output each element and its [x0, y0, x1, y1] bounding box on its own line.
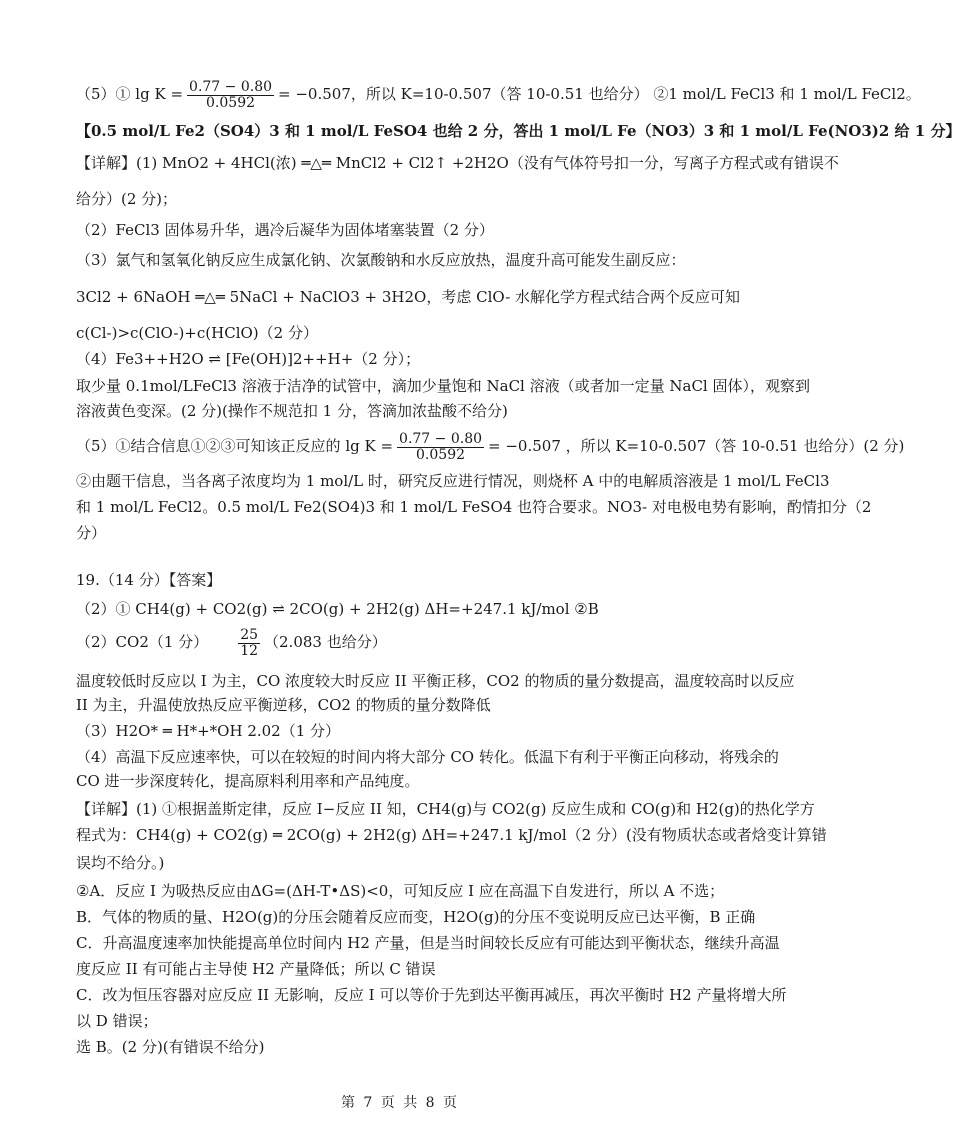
text-line: 程式为：CH4(g) + CO2(g) ═ 2CO(g) + 2H2(g) ΔH=+247.1 kJ/mol（2 分）(没有物质状态或者焓变计算错 — [76, 826, 827, 844]
fraction — [397, 432, 484, 463]
text-line: II 为主，升温使放热反应平衡逆移，CO2 的物质的量分数降低 — [76, 696, 491, 714]
text-line: 分） — [76, 524, 107, 542]
text-line: （3）氯气和氢氧化钠反应生成氯化钠、次氯酸钠和水反应放热，温度升高可能发生副反应： — [76, 251, 686, 269]
question-header: 19.（14 分）【答案】 — [76, 571, 222, 589]
fraction-numerator: 25 — [240, 626, 259, 643]
page-footer: 第 7 页 共 8 页 — [340, 1095, 460, 1111]
text-line: （4）Fe3++H2O ⇌ [Fe(OH)]2++H+（2 分）； — [76, 350, 421, 368]
text-line: 以 D 错误； — [76, 1012, 158, 1030]
text-line: 误均不给分。) — [76, 854, 165, 872]
text-line: 给分）(2 分)； — [76, 190, 178, 208]
fraction-numerator: 0.77 − 0.80 — [189, 78, 273, 95]
fraction-denominator: 12 — [240, 642, 259, 659]
text-line: B．气体的物质的量、H2O(g)的分压会随着反应而变，H2O(g)的分压不变说明反应已达平衡，B 正确 — [76, 908, 756, 926]
text-line: 【详解】(1) ①根据盖斯定律，反应 I−反应 II 知，CH4(g)与 CO2(g) 反应生成和 CO(g)和 H2(g)的热化学方 — [76, 800, 815, 818]
text-line: 和 1 mol/L FeCl2。0.5 mol/L Fe2(SO4)3 和 1 mol/L FeSO4 也符合要求。NO3- 对电极电势有影响，酌情扣分（2 — [76, 498, 872, 516]
text-segment: （2.083 也给分） — [264, 633, 387, 651]
text-line: 【详解】(1) MnO2 + 4HCl(浓) ═△═ MnCl2 + Cl2↑ +2H2O（没有气体符号扣一分，写离子方程式或有错误不 — [76, 154, 839, 172]
text-segment: （5）①结合信息①②③可知该正反应的 lg K = — [76, 437, 394, 455]
fraction-denominator: 0.0592 — [416, 446, 466, 463]
fraction-numerator: 0.77 − 0.80 — [399, 430, 483, 447]
text-line: 选 B。(2 分)(有错误不给分) — [76, 1038, 265, 1056]
text-segment: = −0.507，所以 K=10-0.507（答 10-0.51 也给分） ②1 mol/L FeCl3 和 1 mol/L FeCl2。 — [278, 85, 921, 103]
fraction-denominator: 0.0592 — [206, 94, 256, 111]
text-segment: （2）CO2（1 分） — [76, 633, 209, 651]
text-line: c(Cl-)>c(ClO-)+c(HClO)（2 分） — [76, 324, 318, 342]
text-line: ②由题干信息，当各离子浓度均为 1 mol/L 时，研究反应进行情况，则烧杯 A 中的电解质溶液是 1 mol/L FeCl3 — [76, 472, 830, 490]
fraction — [238, 628, 260, 659]
text-line: ②A．反应 I 为吸热反应由ΔG=(ΔH-T•ΔS)<0，可知反应 I 应在高温下自发进行，所以 A 不选； — [76, 882, 725, 900]
text-segment: （5）① lg K = — [76, 85, 184, 103]
text-line: CO 进一步深度转化，提高原料利用率和产品纯度。 — [76, 772, 420, 790]
text-line: 取少量 0.1mol/LFeCl3 溶液于洁净的试管中，滴加少量饱和 NaCl 溶液（或者加一定量 NaCl 固体），观察到 — [76, 377, 811, 395]
text-line: （2）FeCl3 固体易升华，遇冷后凝华为固体堵塞装置（2 分） — [76, 221, 494, 239]
answer-line-5 — [76, 74, 921, 114]
answer-line-co2 — [76, 622, 760, 662]
text-line: 溶液黄色变深。(2 分)(操作不规范扣 1 分，答滴加浓盐酸不给分) — [76, 402, 508, 420]
text-line: C．升高温度速率加快能提高单位时间内 H2 产量，但是当时间较长反应有可能达到平衡状态，继续升高温 — [76, 934, 780, 952]
fraction — [187, 80, 274, 111]
answer-line-5-detail — [76, 426, 905, 466]
text-line: 【0.5 mol/L Fe2（SO4）3 和 1 mol/L FeSO4 也给 2 分，答出 1 mol/L Fe（NO3）3 和 1 mol/L Fe(NO3)2 给 1 分】 — [76, 122, 960, 140]
text-line: （4）高温下反应速率快，可以在较短的时间内将大部分 CO 转化。低温下有利于平衡正向移动，将残余的 — [76, 748, 779, 766]
text-line: C．改为恒压容器对应反应 II 无影响，反应 I 可以等价于先到达平衡再减压，再次平衡时 H2 产量将增大所 — [76, 986, 787, 1004]
text-line: （2）① CH4(g) + CO2(g) ⇌ 2CO(g) + 2H2(g) ΔH=+247.1 kJ/mol ②B — [76, 600, 599, 618]
text-line: （3）H2O* ═ H*+*OH 2.02（1 分） — [76, 722, 341, 740]
text-line: 3Cl2 + 6NaOH ═△═ 5NaCl + NaClO3 + 3H2O，考虑 ClO- 水解化学方程式结合两个反应可知 — [76, 288, 741, 306]
text-segment: = −0.507 ，所以 K=10-0.507（答 10-0.51 也给分）(2 分) — [488, 437, 905, 455]
text-line: 度反应 II 有可能占主导使 H2 产量降低；所以 C 错误 — [76, 960, 436, 978]
text-line: 温度较低时反应以 I 为主，CO 浓度较大时反应 II 平衡正移，CO2 的物质的量分数提高，温度较高时以反应 — [76, 672, 795, 690]
